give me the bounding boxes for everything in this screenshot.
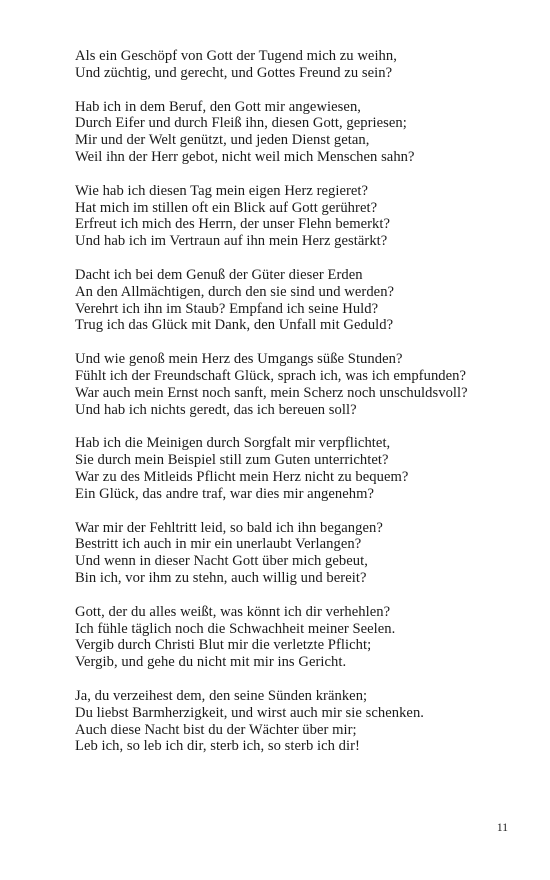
poem-line: Vergib, und gehe du nicht mit mir ins Gericht. <box>75 654 347 671</box>
poem-line: Auch diese Nacht bist du der Wächter über mir; <box>75 721 357 738</box>
stanza-2 <box>75 99 535 166</box>
stanza-4 <box>75 267 535 334</box>
poem-line: Verehrt ich ihn im Staub? Empfand ich seine Huld? <box>75 300 379 317</box>
poem-text <box>75 48 535 772</box>
poem-line: Gott, der du alles weißt, was könnt ich dir verhehlen? <box>75 603 391 620</box>
poem-line: Erfreut ich mich des Herrn, der unser Flehn bemerkt? <box>75 216 391 233</box>
poem-line: Sie durch mein Beispiel still zum Guten unterrichtet? <box>75 452 389 469</box>
poem-line: War zu des Mitleids Pflicht mein Herz nicht zu bequem? <box>75 468 409 485</box>
poem-line: Und hab ich nichts geredt, das ich bereuen soll? <box>75 401 357 418</box>
poem-line: Wie hab ich diesen Tag mein eigen Herz regieret? <box>75 182 369 199</box>
stanza-1 <box>75 48 535 82</box>
poem-line: Und hab ich im Vertraun auf ihn mein Herz gestärkt? <box>75 233 388 250</box>
stanza-8 <box>75 604 535 671</box>
poem-line: War mir der Fehltritt leid, so bald ich ihn begangen? <box>75 519 383 536</box>
poem-line: Weil ihn der Herr gebot, nicht weil mich Menschen sahn? <box>75 148 415 165</box>
poem-line: Du liebst Barmherzigkeit, und wirst auch mir sie schenken. <box>75 704 425 721</box>
poem-line: Und züchtig, und gerecht, und Gottes Freund zu sein? <box>75 64 393 81</box>
poem-line: Hab ich in dem Beruf, den Gott mir angewiesen, <box>75 98 361 115</box>
poem-line: War auch mein Ernst noch sanft, mein Scherz noch unschuldsvoll? <box>75 384 468 401</box>
poem-line: Ich fühle täglich noch die Schwachheit meiner Seelen. <box>75 620 396 637</box>
poem-line: Ja, du verzeihest dem, den seine Sünden kränken; <box>75 687 368 704</box>
poem-line: Hat mich im stillen oft ein Blick auf Gott gerühret? <box>75 199 378 216</box>
poem-line: Und wenn in dieser Nacht Gott über mich gebeut, <box>75 553 368 570</box>
poem-line: Hab ich die Meinigen durch Sorgfalt mir verpflichtet, <box>75 435 391 452</box>
poem-line: Vergib durch Christi Blut mir die verletzte Pflicht; <box>75 637 372 654</box>
stanza-3 <box>75 183 535 250</box>
poem-line: Als ein Geschöpf von Gott der Tugend mich zu weihn, <box>75 48 397 64</box>
poem-line: Fühlt ich der Freundschaft Glück, sprach ich, was ich empfunden? <box>75 367 467 384</box>
poem-line: Und wie genoß mein Herz des Umgangs süße Stunden? <box>75 351 403 368</box>
poem-line: Ein Glück, das andre traf, war dies mir angenehm? <box>75 485 375 502</box>
stanza-5 <box>75 351 535 418</box>
poem-line: Trug ich das Glück mit Dank, den Unfall mit Geduld? <box>75 317 394 334</box>
stanza-7 <box>75 520 535 587</box>
poem-line: Dacht ich bei dem Genuß der Güter dieser Erden <box>75 266 363 283</box>
poem-line: Leb ich, so leb ich dir, sterb ich, so sterb ich dir! <box>75 738 360 755</box>
poem-line: Bestritt ich auch in mir ein unerlaubt Verlangen? <box>75 536 362 553</box>
stanza-9 <box>75 688 535 755</box>
poem-line: Bin ich, vor ihm zu stehn, auch willig und bereit? <box>75 569 367 586</box>
poem-line: Mir und der Welt genützt, und jeden Dienst getan, <box>75 132 370 149</box>
poem-line: Durch Eifer und durch Fleiß ihn, diesen Gott, gepriesen; <box>75 115 407 132</box>
stanza-6 <box>75 435 535 502</box>
poem-line: An den Allmächtigen, durch den sie sind und werden? <box>75 283 395 300</box>
page-number: 11 <box>496 822 508 834</box>
